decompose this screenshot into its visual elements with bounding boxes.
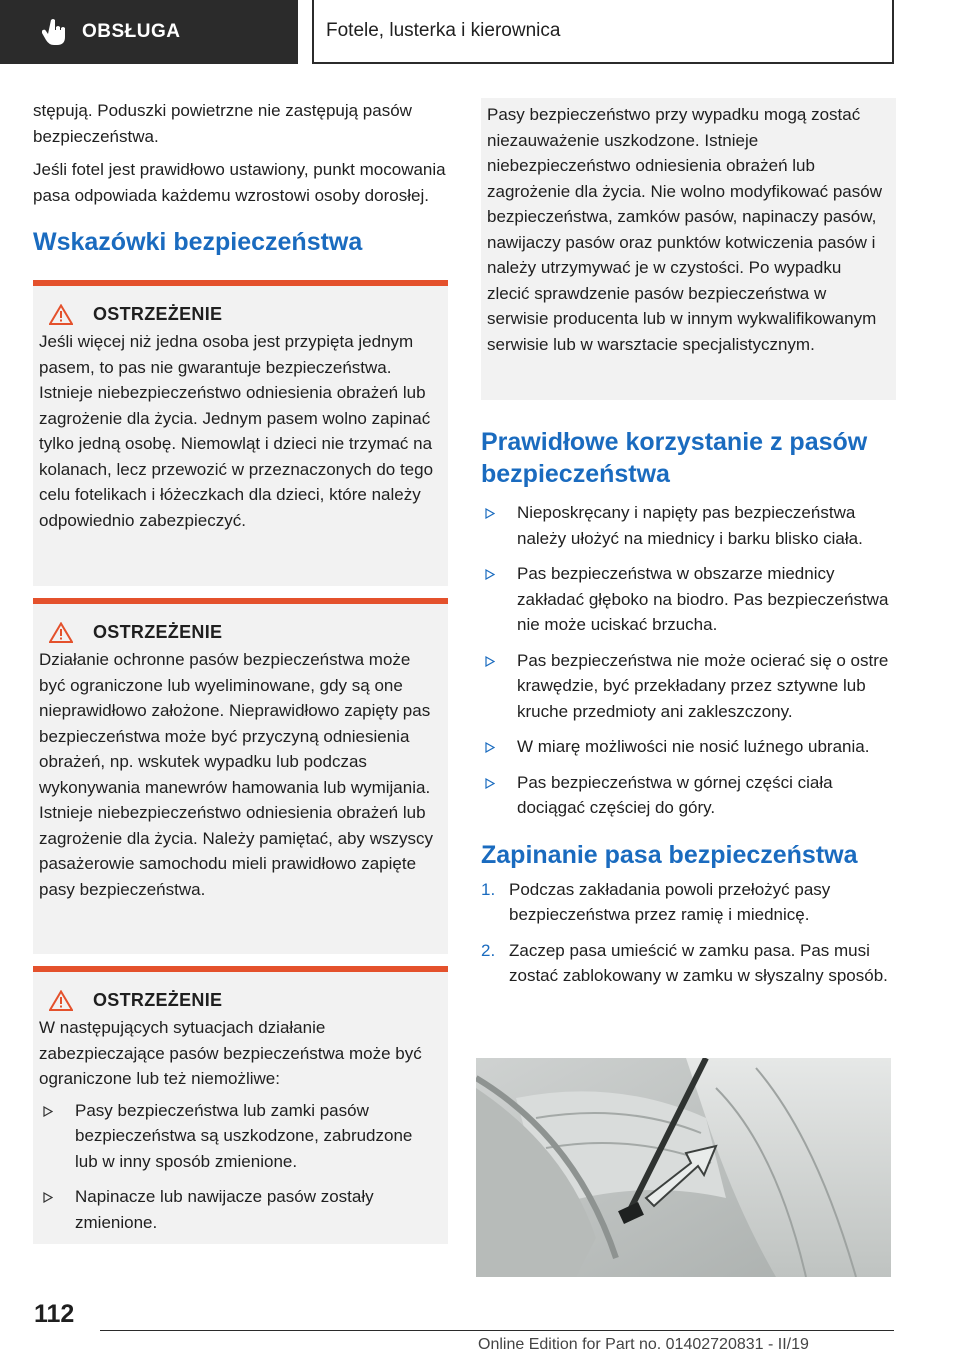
list-item bbox=[481, 770, 896, 821]
warning-text: Jeśli więcej niż jedna osoba jest przypięta jednym pasem, to pas nie gwarantuje bezpieczeństwa. Istnieje niebezpieczeństwo odniesienia obrażeń lub zagrożenie dla życia. Jednym pasem wolno zapinać tylko jedną osobę. Niemowląt i dzieci nie trzymać na kolanach, lecz przewozić w przeznaczonych do tego celu fotelikach i łóżeczkach dla dzieci, które należy odpowiednio zabezpieczyć. bbox=[39, 332, 434, 530]
list-item bbox=[39, 1184, 438, 1235]
list-item-text: W miarę możliwości nie nosić luźnego ubrania. bbox=[517, 737, 870, 756]
step-text: Podczas zakładania powoli przełożyć pasy bezpieczeństwa przez ramię i miednicę. bbox=[509, 879, 831, 924]
warning-title: OSTRZEŻENIE bbox=[93, 990, 223, 1010]
intro-paragraph-1: stępują. Poduszki powietrzne nie zastępują pasów bezpieczeństwa. bbox=[33, 101, 412, 146]
list-item-text: Pas bezpieczeństwa w górnej części ciała dociągać częściej do góry. bbox=[517, 772, 833, 817]
chapter-title: Fotele, lusterka i kierownica bbox=[326, 20, 561, 41]
list-item-text: Nieposkręcany i napięty pas bezpieczeństwa należy ułożyć na miednicy i barku blisko ciała. bbox=[517, 503, 863, 548]
left-column bbox=[33, 98, 448, 1244]
warning-header bbox=[49, 990, 438, 1011]
warning-box bbox=[33, 280, 448, 586]
seat-illustration bbox=[476, 1058, 891, 1277]
edition-text: Online Edition for Part no. 01402720831 - II/19 bbox=[478, 1336, 809, 1353]
warning-text: W następujących sytuacjach działanie zabezpieczające pasów bezpieczeństwa może być ograniczone lub też niemożliwe: bbox=[39, 1018, 422, 1088]
list-item-text: Pas bezpieczeństwa nie może ocierać się o ostre krawędzie, być przekładany przez sztywne lub kruche przedmioty ani zakleszczony. bbox=[517, 650, 889, 721]
section-heading: Prawidłowe korzystanie z pasów bezpieczeństwa bbox=[481, 428, 868, 488]
list-item bbox=[481, 500, 896, 551]
step-number: 2. bbox=[481, 940, 496, 960]
seat-belt-buckle-photo bbox=[476, 1058, 891, 1277]
list-item bbox=[481, 734, 896, 760]
section-label: OBSŁUGA bbox=[82, 21, 181, 42]
steps-list bbox=[481, 877, 896, 989]
warning-title: OSTRZEŻENIE bbox=[93, 304, 223, 324]
hand-icon bbox=[42, 18, 68, 46]
warning-continued-box bbox=[481, 98, 896, 400]
list-item bbox=[481, 938, 896, 989]
warning-continued-text: Pasy bezpieczeństwo przy wypadku mogą zostać niezauważenie uszkodzone. Istnieje niebezpieczeństwo odniesienia obrażeń lub zagrożenie dla życia. Nie wolno modyfikować pasów bezpieczeństwa, zamków pasów, napinaczy pasów, nawijaczy pasów oraz punktów kotwiczenia pasów i należy utrzymywać je w czystości. Po wypadku zlecić sprawdzenie pasów bezpieczeństwa w serwisie producenta lub w innym wykwalifikowanym serwisie lub w warsztacie specjalistycznym. bbox=[487, 105, 882, 354]
step-number: 1. bbox=[481, 879, 496, 899]
step-text: Zaczep pasa umieścić w zamku pasa. Pas musi zostać zablokowany w zamku w słyszalny sposób. bbox=[509, 940, 888, 985]
warning-triangle-icon bbox=[49, 304, 73, 325]
bullet-list bbox=[481, 500, 896, 821]
warning-header bbox=[49, 304, 438, 325]
chapter-header bbox=[312, 0, 894, 64]
triangle-bullet-icon bbox=[485, 656, 495, 667]
section-heading: Wskazówki bezpieczeństwa bbox=[33, 228, 363, 256]
triangle-bullet-icon bbox=[43, 1106, 53, 1117]
warning-box bbox=[33, 598, 448, 954]
list-item-text: Pas bezpieczeństwa w obszarze miednicy zakładać głęboko na biodro. Pas bezpieczeństwa nie może uciskać brzucha. bbox=[517, 564, 889, 634]
warning-box bbox=[33, 966, 448, 1244]
right-column bbox=[481, 98, 896, 999]
list-item bbox=[481, 877, 896, 928]
warning-title: OSTRZEŻENIE bbox=[93, 622, 223, 642]
list-item-text: Napinacze lub nawijacze pasów zostały zmienione. bbox=[75, 1187, 374, 1232]
section-heading: Zapinanie pasa bezpieczeństwa bbox=[481, 840, 858, 869]
warning-header bbox=[49, 622, 438, 643]
list-item bbox=[39, 1098, 438, 1175]
triangle-bullet-icon bbox=[43, 1192, 53, 1203]
page-number: 112 bbox=[34, 1300, 75, 1328]
triangle-bullet-icon bbox=[485, 742, 495, 753]
list-item bbox=[481, 561, 896, 638]
triangle-bullet-icon bbox=[485, 508, 495, 519]
warning-triangle-icon bbox=[49, 990, 73, 1011]
triangle-bullet-icon bbox=[485, 778, 495, 789]
list-item bbox=[481, 648, 896, 725]
warning-text: Działanie ochronne pasów bezpieczeństwa może być ograniczone lub wyeliminowane, gdy są one nieprawidłowo założone. Nieprawidłowo zapięty pas bezpieczeństwa może być przyczyną odniesienia obrażeń, np. wskutek wypadku lub podczas wykonywania manewrów hamowania lub wymijania. Istnieje niebezpieczeństwo odniesienia obrażeń lub zagrożenie dla życia. Należy pamiętać, aby wszyscy pasażerowie samochodu mieli prawidłowo zapięte pasy bezpieczeństwa. bbox=[39, 650, 433, 899]
section-tab bbox=[0, 0, 298, 64]
warning-triangle-icon bbox=[49, 622, 73, 643]
footer-divider bbox=[100, 1330, 894, 1331]
intro-paragraph-2: Jeśli fotel jest prawidłowo ustawiony, punkt mocowania pasa odpowiada każdemu wzrostowi osoby dorosłej. bbox=[33, 160, 446, 205]
warning-list bbox=[39, 1098, 438, 1236]
triangle-bullet-icon bbox=[485, 569, 495, 580]
list-item-text: Pasy bezpieczeństwa lub zamki pasów bezpieczeństwa są uszkodzone, zabrudzone lub w inny sposób zmienione. bbox=[75, 1100, 413, 1171]
